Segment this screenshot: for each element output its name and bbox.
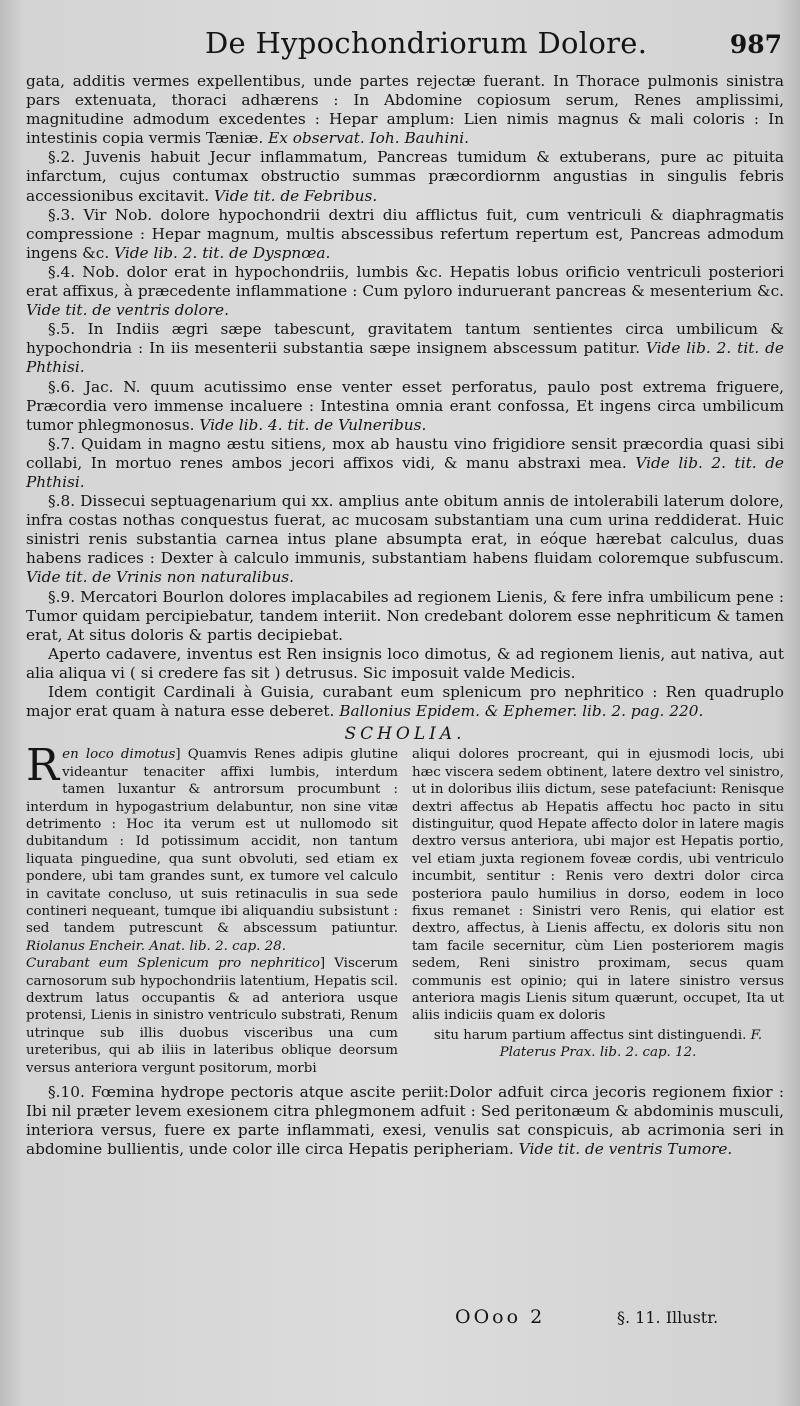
citation: Vide tit. de ventris Tumore. — [518, 1140, 733, 1159]
paragraph-section-10: §.10. Fœmina hydrope pectoris atque ascite periit:Dolor adfuit circa jecoris regionem fixior : Ibi nil præter levem exesionem citra phlegmonem adfuit : Sed peritonæum & abdominis musculi, interiora versus, fuere ex parte inflammati, exesi, venulis sat conspicuis, ab acrimonia seri in abdomine bullientis, unde color ille circa Hepatis peripheriam. Vide tit. de ventris Tumore. — [26, 1083, 784, 1159]
paragraph-section-9-cardinal: Idem contigit Cardinali à Guisia, curabant eum splenicum pro nephritico : Ren quadruplo major erat quam à natura esse deberet. Ballonius Epidem. & Ephemer. lib. 2. pag. 220. — [26, 683, 784, 721]
paragraph-section-9: §.9. Mercatori Bourlon dolores implacabiles ad regionem Lienis, & fere infra umbilicum pene : Tumor quidam percipiebatur, tandem interiit. Non credebant dolorem esse nephriticum & tamen erat, At situs doloris & partis decipiebat. — [26, 587, 784, 644]
catchword: §. 11. Illustr. — [617, 1308, 719, 1327]
scholion-closing: situ harum partium affectus sint distinguendi. F. Platerus Prax. lib. 2. cap. 12. — [433, 1027, 763, 1061]
scholia-left-column — [26, 740, 398, 1077]
citation: Vide tit. de Vrinis non naturalibus. — [26, 568, 295, 587]
main-text — [26, 72, 784, 1159]
paragraph-section-7: §.7. Quidam in magno æstu sitiens, mox ab haustu vino frigidiore sensit præcordia quasi sibi collabi, In mortuo renes ambos jecori affixos vidi, & manu abstraxi mea. Vide lib. 2. tit. de Phthisi. — [26, 434, 784, 491]
scholion-splenicum: Curabant eum Splenicum pro nephritico] Viscerum carnosorum sub hypochondriis latentium, Hepatis scil. dextrum latus occupantis & ad anteriora usque protensi, Lienis in sinistro ventriculo substrati, Renum utrinque sub illis duobus visceribus una cum ureteribus, qui ab iliis in lateribus oblique deorsum versus anteriora vergunt positorum, morbi — [26, 956, 398, 1076]
paragraph-continuation: gata, additis vermes expellentibus, unde partes rejectæ fuerant. In Thorace pulmonis sinistra pars extenuata, thoraci adhærens : In Abdomine copiosum serum, Renes amplissimi, magnitudine admodum excedentes : Hepar amplum: Lien nimis magnus & mali coloris : In intestinis copia vermis Tæniæ. Ex observat. Ioh. Bauhini. — [26, 72, 784, 148]
citation: Vide tit. de ventris dolore. — [26, 301, 229, 320]
paragraph-section-5: §.5. In Indiis ægri sæpe tabescunt, gravitatem tantum sentientes circa umbilicum & hypochondria : In iis mesenterii substantia sæpe insignem abscessum patitur. Vide lib. 2. tit. de Phthisi. — [26, 320, 784, 377]
lemma: Curabant eum Splenicum pro nephritico — [26, 956, 320, 972]
paragraph-section-4: §.4. Nob. dolor erat in hypochondriis, lumbis &c. Hepatis lobus orificio ventriculi posteriori erat affixus, à præcedente inflammatione : Cum pyloro induruerant pancreas & mesenterium &c. Vide tit. de ventris dolore. — [26, 262, 784, 320]
paragraph-section-9-cadaver: Aperto cadavere, inventus est Ren insignis loco dimotus, & ad regionem lienis, aut nativa, aut alia aliqua vi ( si credere fas sit ) detrusus. Sic imposuit valde Medicis. — [26, 644, 784, 682]
scholia-right-column — [412, 746, 784, 1077]
scholia-columns — [26, 740, 784, 1077]
citation: F. Platerus Prax. lib. 2. cap. 12. — [499, 1027, 763, 1061]
citation: Riolanus Encheir. Anat. lib. 2. cap. 28. — [26, 938, 286, 954]
scholia-heading: SCHOLIA. — [344, 724, 466, 745]
paragraph-section-2: §.2. Juvenis habuit Jecur inflammatum, Pancreas tumidum & extuberans, pure ac pituita infarctum, cujus contumax obstructio summas præcordiornm angustias in singulis febris accessionibus excitavit. Vide tit. de Febribus. — [26, 148, 784, 205]
scholion-renes: Ren loco dimotus] Quamvis Renes adipis glutine videantur tenaciter affixi lumbis, interdum tamen luxantur & antrorsum procumbunt : interdum in hypogastrium delabuntur, non sine vitæ detrimento : Hoc ita verum est ut nullomodo sit dubitandum : Id potissimum accidit, non tantum liquata pinguedine, qua sunt obvoluti, sed etiam ex pondere, ubi tam grandes sunt, ex tumore vel calculo in cavitate concluso, ut suis retinaculis in sua sede contineri nequeant, tumque ibi aliquandiu subsistunt : sed tandem putrescunt & abscessum patiuntur. Riolanus Encheir. Anat. lib. 2. cap. 28. — [26, 740, 398, 954]
paragraph-section-6: §.6. Jac. N. quum acutissimo ense venter esset perforatus, paulo post extrema friguere, Præcordia vero immense incaluere : Intestina omnia erant confossa, Et ingens circa umbilicum tumor phlegmonosus. Vide lib. 4. tit. de Vulneribus. — [26, 377, 784, 434]
lemma: en loco dimotus — [62, 747, 176, 763]
citation: Vide tit. de Febribus. — [214, 186, 378, 205]
drop-cap: R — [26, 740, 60, 792]
paragraph-section-3: §.3. Vir Nob. dolore hypochondrii dextri diu afflictus fuit, cum ventriculi & diaphragmatis compressione : Hepar magnum, multis abscessibus refertum repertum est, Pancreas admodum ingens &c. Vide lib. 2. tit. de Dyspnœa. — [26, 205, 784, 262]
page-header — [0, 26, 800, 70]
citation: Ex observat. Ioh. Bauhini. — [268, 129, 470, 148]
page-footer — [0, 1306, 800, 1336]
citation: Ballonius Epidem. & Ephemer. lib. 2. pag. 220. — [339, 702, 704, 721]
scholion-continuation: aliqui dolores procreant, qui in ejusmodi locis, ubi hæc viscera sedem obtinent, latere dextro vel sinistro, ut in doloribus iliis dictum, sese patefaciunt: Renisque dextri affectus ab Hepatis affectu hoc pacto in situ distinguitur, quod Hepate affecto dolor in latere magis dextro versus anteriora, ubi major est Hepatis portio, vel etiam juxta regionem foveæ cordis, ubi ventriculo incumbit, sentitur : Renis vero dextri dolor circa posteriora paulo humilius in dorso, eodem in loco fixus remanet : Sinistri vero Renis, qui elatior est dextro, affectus, à Lienis affectu, ex doloris situ non tam facile secernitur, cùm Lien posteriorem magis sedem, Reni sinistro proximam, secus quam communis est opinio; qui in latere sinistro versus anteriora magis Lienis situm quærunt, occupet, Ita ut aliis indiciis quam ex doloris — [412, 747, 784, 1024]
page-number: 987 — [729, 30, 782, 59]
running-title: De Hypochondriorum Dolore. — [205, 26, 648, 60]
citation: Vide lib. 2. tit. de Dyspnœa. — [114, 243, 331, 262]
citation: Vide lib. 2. tit. de Phthisi. — [26, 339, 784, 377]
paragraph-section-8: §.8. Dissecui septuagenarium qui xx. amplius ante obitum annis de intolerabili laterum dolore, infra costas nothas conquestus fuerat, ac mucosam substantiam una cum urina reddiderat. Huic sinistri renis substantia carnea intus plane absumpta erat, in eóque hærebat calculus, duas habens radices : Dexter à calculo immunis, substantiam habens fluidam coloremque subfuscum. Vide tit. de Vrinis non naturalibus. — [26, 492, 784, 587]
citation: Vide lib. 2. tit. de Phthisi. — [26, 453, 784, 491]
citation: Vide lib. 4. tit. de Vulneribus. — [199, 415, 427, 434]
signature-mark: OOoo 2 — [455, 1306, 546, 1328]
